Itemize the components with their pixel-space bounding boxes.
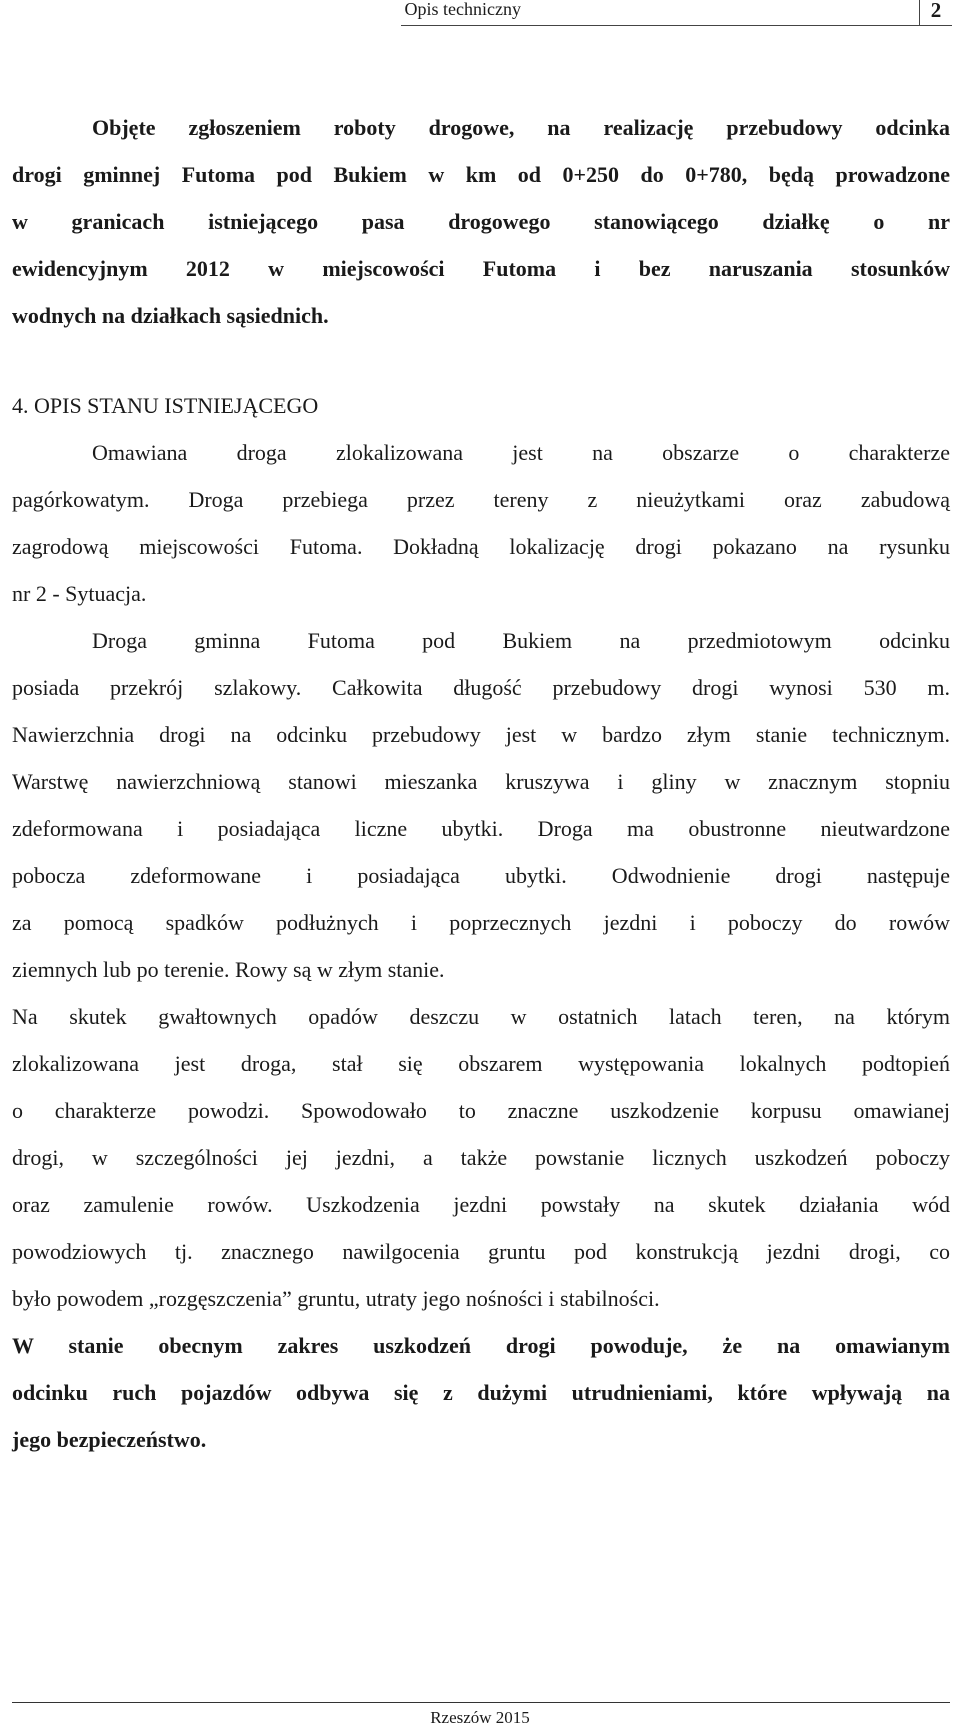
text-line: Objęte zgłoszeniem roboty drogowe, na realizację przebudowy odcinka	[92, 115, 950, 140]
text-line: w granicach istniejącego pasa drogowego stanowiącego działkę o nr	[12, 209, 950, 234]
text-line: Na skutek gwałtownych opadów deszczu w ostatnich latach teren, na którym	[12, 1004, 950, 1029]
text-line: jego bezpieczeństwo.	[12, 1427, 207, 1452]
paragraph-2	[12, 617, 950, 993]
text-line: posiada przekrój szlakowy. Całkowita długość przebudowy drogi wynosi 530 m.	[12, 675, 950, 700]
text-line: Warstwę nawierzchniową stanowi mieszanka kruszywa i gliny w znacznym stopniu	[12, 769, 950, 794]
text-line: drogi, w szczególności jej jezdni, a także powstanie licznych uszkodzeń poboczy	[12, 1145, 950, 1170]
text-line: pagórkowatym. Droga przebiega przez tereny z nieużytkami oraz zabudową	[12, 487, 950, 512]
page-number: 2	[930, 0, 942, 22]
text-line: było powodem „rozgęszczenia” gruntu, utraty jego nośności i stabilności.	[12, 1286, 660, 1311]
paragraph-4	[12, 1322, 950, 1463]
header-divider	[401, 25, 920, 26]
text-line: powodziowych tj. znacznego nawilgocenia gruntu pod konstrukcją jezdni drogi, co	[12, 1239, 950, 1264]
text-line: za pomocą spadków podłużnych i poprzecznych jezdni i poboczy do rowów	[12, 910, 950, 935]
footer-divider	[12, 1702, 950, 1703]
text-line: zdeformowana i posiadająca liczne ubytki. Droga ma obustronne nieutwardzone	[12, 816, 950, 841]
text-line: zlokalizowana jest droga, stał się obszarem występowania lokalnych podtopień	[12, 1051, 950, 1076]
text-line: zagrodową miejscowości Futoma. Dokładną lokalizację drogi pokazano na rysunku	[12, 534, 950, 559]
text-line: nr 2 - Sytuacja.	[12, 581, 147, 606]
text-line: ewidencyjnym 2012 w miejscowości Futoma i bez naruszania stosunków	[12, 256, 950, 281]
text-line: ziemnych lub po terenie. Rowy są w złym stanie.	[12, 957, 445, 982]
paragraph-3	[12, 993, 950, 1322]
text-line: Nawierzchnia drogi na odcinku przebudowy jest w bardzo złym stanie technicznym.	[12, 722, 950, 747]
text-line: drogi gminnej Futoma pod Bukiem w km od 0+250 do 0+780, będą prowadzone	[12, 162, 950, 187]
document-body	[12, 104, 950, 1463]
paragraph-1	[12, 429, 950, 617]
text-line: Droga gminna Futoma pod Bukiem na przedmiotowym odcinku	[92, 628, 950, 653]
page-header	[0, 0, 960, 28]
text-line: W stanie obecnym zakres uszkodzeń drogi powoduje, że na omawianym	[12, 1333, 950, 1358]
text-line: wodnych na działkach sąsiednich.	[12, 303, 329, 328]
footer-text: Rzeszów 2015	[430, 1708, 530, 1727]
text-line: pobocza zdeformowane i posiadająca ubytki. Odwodnienie drogi następuje	[12, 863, 950, 888]
text-line: Omawiana droga zlokalizowana jest na obszarze o charakterze	[92, 440, 950, 465]
header-title: Opis techniczny	[404, 0, 521, 19]
section-heading: 4. OPIS STANU ISTNIEJĄCEGO	[12, 393, 319, 418]
text-line: oraz zamulenie rowów. Uszkodzenia jezdni powstały na skutek działania wód	[12, 1192, 950, 1217]
text-line: odcinku ruch pojazdów odbywa się z dużymi utrudnieniami, które wpływają na	[12, 1380, 950, 1405]
intro-paragraph	[12, 104, 950, 339]
text-line: o charakterze powodzi. Spowodowało to znaczne uszkodzenie korpusu omawianej	[12, 1098, 950, 1123]
